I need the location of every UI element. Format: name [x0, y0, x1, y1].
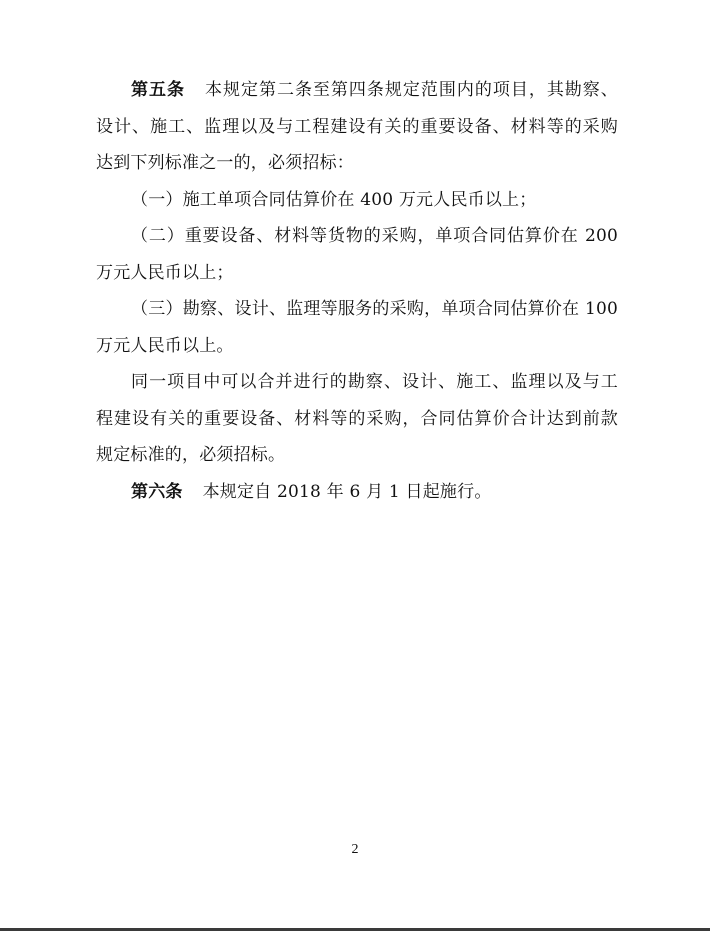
article-5-paragraph-line-3: 规定标准的，必须招标。 [96, 445, 286, 465]
article-5-item-2-line-1: （二）重要设备、材料等货物的采购，单项合同估算价在 200 [131, 226, 618, 246]
article-5-item-3-line-1: （三）勘察、设计、监理等服务的采购，单项合同估算价在 100 [131, 299, 618, 319]
document-body [96, 72, 618, 510]
page-number: 2 [351, 842, 359, 857]
article-6-text: 本规定自 2018 年 6 月 1 日起施行。 [202, 481, 492, 502]
article-5-item-2-line-2: 万元人民币以上； [96, 262, 234, 283]
article-6-line [96, 474, 618, 511]
article-5-line-3: 达到下列标准之一的，必须招标： [96, 153, 354, 173]
article-5-paragraph-line-2: 程建设有关的重要设备、材料等的采购，合同估算价合计达到前款 [96, 408, 618, 429]
article-6-label: 第六条 [131, 481, 183, 502]
article-5-paragraph-line-1: 同一项目中可以合并进行的勘察、设计、施工、监理以及与工 [131, 372, 618, 392]
article-5-line-2: 设计、施工、监理以及与工程建设有关的重要设备、材料等的采购 [96, 116, 618, 137]
article-5-item-3-line-2: 万元人民币以上。 [96, 335, 234, 356]
article-5-item-1: （一）施工单项合同估算价在 400 万元人民币以上； [131, 189, 537, 210]
article-5-label: 第五条 [131, 80, 185, 100]
article-5-first-line [96, 72, 618, 109]
article-5-line-1: 本规定第二条至第四条规定范围内的项目，其勘察、 [204, 80, 618, 100]
